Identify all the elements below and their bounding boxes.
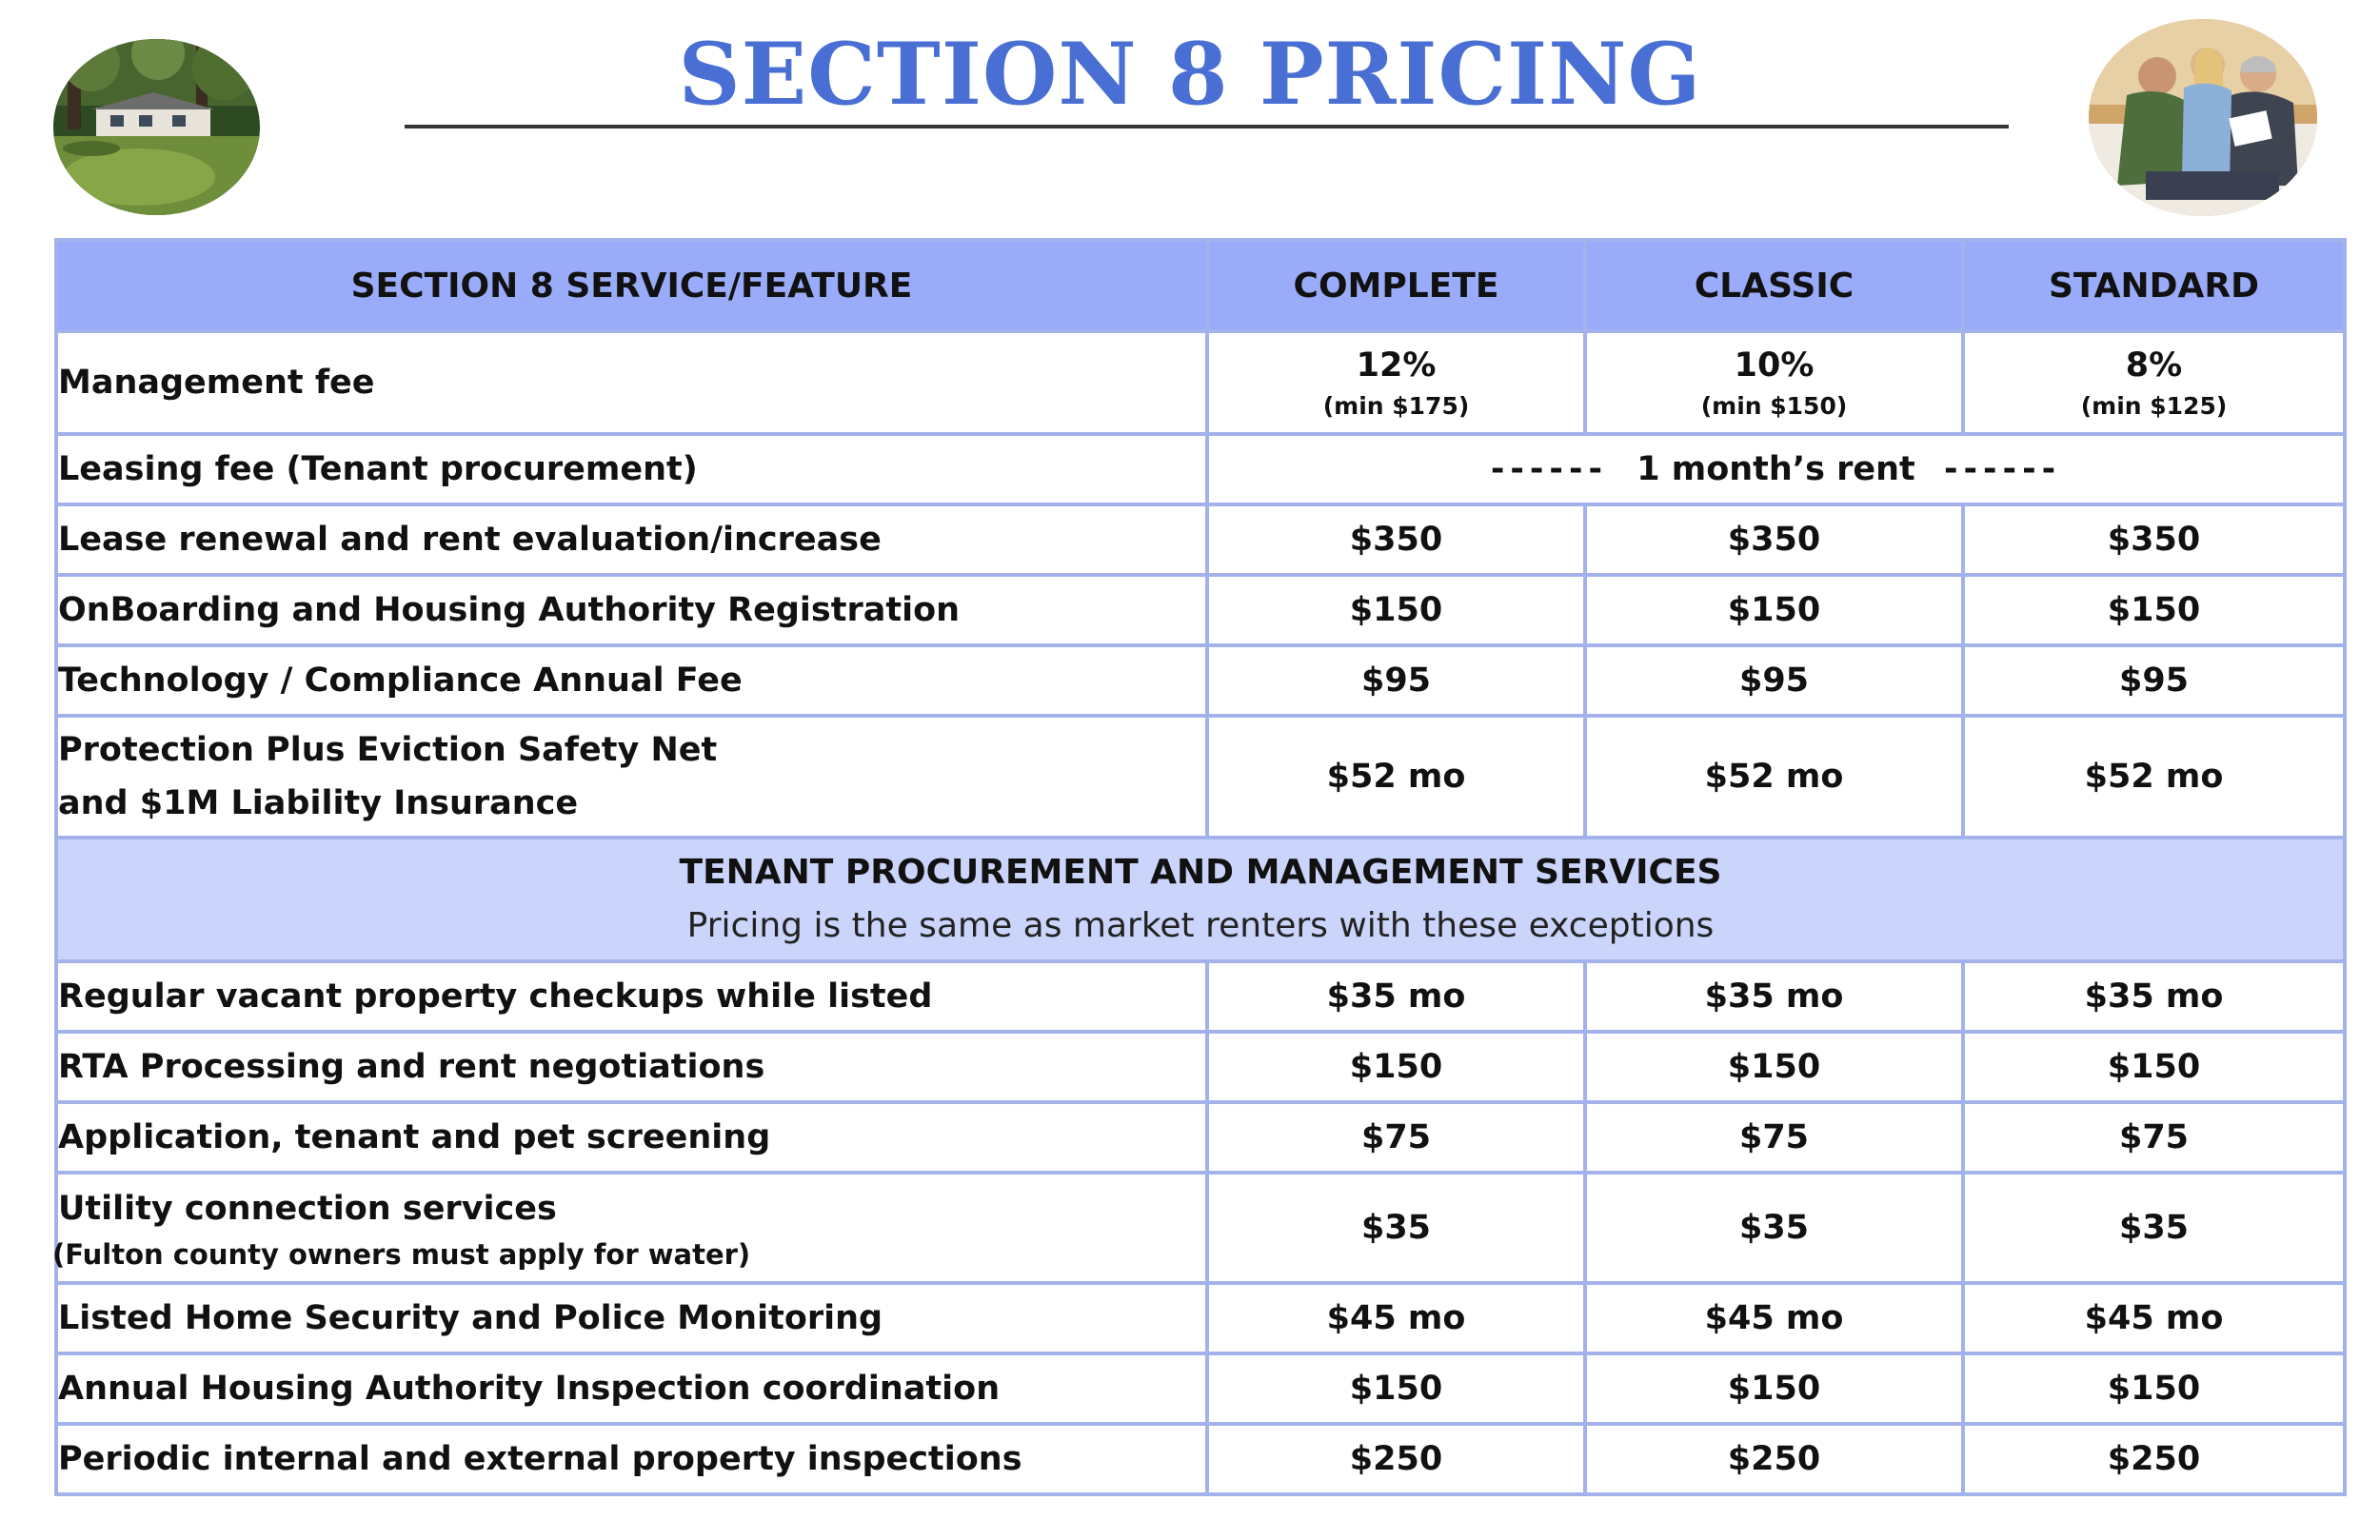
leasing-fee-value: 1 month’s rent [1636, 450, 1915, 488]
complete-cell [1207, 331, 1585, 434]
complete-cell: $95 [1207, 645, 1585, 716]
row-label: Listed Home Security and Police Monitoring [56, 1283, 1207, 1353]
classic-cell: $350 [1585, 504, 1963, 575]
table-row [56, 504, 2345, 575]
standard-cell: $45 mo [1963, 1283, 2345, 1353]
row-label: Annual Housing Authority Inspection coordination [56, 1353, 1207, 1424]
complete-cell: $52 mo [1207, 716, 1585, 838]
section-subtitle: Pricing is the same as market renters with these exceptions [686, 906, 1715, 945]
standard-cell: $75 [1963, 1102, 2345, 1173]
fee-minimum: (min $175) [1322, 392, 1470, 420]
table-row [56, 575, 2345, 645]
complete-cell: $45 mo [1207, 1283, 1585, 1353]
row-label: Management fee [56, 331, 1207, 434]
table-row [56, 1353, 2345, 1424]
classic-cell: $75 [1585, 1102, 1963, 1173]
standard-cell: $150 [1963, 575, 2345, 645]
dashes-right: ------ [1943, 450, 2062, 488]
page-title: SECTION 8 PRICING [678, 24, 1702, 125]
row-label-line2: and $1M Liability Insurance [58, 784, 579, 822]
pricing-table [54, 238, 2347, 1496]
row-label: Periodic internal and external property inspections [56, 1424, 1207, 1494]
standard-cell: $35 mo [1963, 961, 2345, 1032]
fee-percent: 12% [1356, 346, 1437, 385]
complete-cell: $250 [1207, 1424, 1585, 1494]
fee-minimum: (min $150) [1700, 392, 1848, 420]
complete-cell: $150 [1207, 1032, 1585, 1102]
leasing-fee-value-cell [1207, 434, 2345, 504]
table-row [56, 1032, 2345, 1102]
header-complete: COMPLETE [1207, 240, 1585, 331]
row-label: Lease renewal and rent evaluation/increase [56, 504, 1207, 575]
section-header-row [56, 838, 2345, 961]
classic-cell: $150 [1585, 1032, 1963, 1102]
header-feature: SECTION 8 SERVICE/FEATURE [56, 240, 1207, 331]
table-row [56, 961, 2345, 1032]
table-row [56, 1424, 2345, 1494]
section-title: TENANT PROCUREMENT AND MANAGEMENT SERVICES [679, 853, 1722, 892]
section-header [56, 838, 2345, 961]
row-label-line1: Protection Plus Eviction Safety Net [58, 731, 718, 769]
complete-cell: $35 mo [1207, 961, 1585, 1032]
standard-cell: $35 [1963, 1173, 2345, 1283]
leasing-fee-row [56, 434, 2345, 504]
fee-percent: 10% [1734, 346, 1815, 385]
standard-cell [1963, 331, 2345, 434]
row-label [52, 1173, 1207, 1283]
classic-cell: $95 [1585, 645, 1963, 716]
standard-cell: $250 [1963, 1424, 2345, 1494]
complete-cell: $75 [1207, 1102, 1585, 1173]
protection-row [56, 716, 2345, 838]
classic-cell: $45 mo [1585, 1283, 1963, 1353]
header-row [56, 240, 2345, 331]
complete-cell: $35 [1207, 1173, 1585, 1283]
complete-cell: $150 [1207, 1353, 1585, 1424]
row-label [56, 716, 1207, 838]
title-underline [405, 125, 2009, 128]
complete-cell: $350 [1207, 504, 1585, 575]
classic-cell: $150 [1585, 575, 1963, 645]
house-photo [53, 39, 260, 215]
standard-cell: $350 [1963, 504, 2345, 575]
classic-cell: $52 mo [1585, 716, 1963, 838]
dashes-left: ------ [1490, 450, 1609, 488]
management-fee-row [56, 331, 2345, 434]
classic-cell: $35 [1585, 1173, 1963, 1283]
row-label: Technology / Compliance Annual Fee [56, 645, 1207, 716]
row-label: OnBoarding and Housing Authority Registration [56, 575, 1207, 645]
fee-minimum: (min $125) [2080, 392, 2228, 420]
row-label-main: Utility connection services [58, 1190, 557, 1228]
standard-cell: $150 [1963, 1353, 2345, 1424]
standard-cell: $95 [1963, 645, 2345, 716]
row-label: RTA Processing and rent negotiations [56, 1032, 1207, 1102]
row-label: Application, tenant and pet screening [56, 1102, 1207, 1173]
utility-row [56, 1173, 2345, 1283]
classic-cell: $250 [1585, 1424, 1963, 1494]
header-standard: STANDARD [1963, 240, 2345, 331]
classic-cell: $150 [1585, 1353, 1963, 1424]
complete-cell: $150 [1207, 575, 1585, 645]
classic-cell: $35 mo [1585, 961, 1963, 1032]
people-photo [2089, 19, 2317, 216]
row-label: Leasing fee (Tenant procurement) [56, 434, 1207, 504]
table-row [56, 1102, 2345, 1173]
table-row [56, 645, 2345, 716]
header-classic: CLASSIC [1585, 240, 1963, 331]
fee-percent: 8% [2125, 346, 2183, 385]
standard-cell: $52 mo [1963, 716, 2345, 838]
standard-cell: $150 [1963, 1032, 2345, 1102]
row-label-note: (Fulton county owners must apply for water) [52, 1238, 751, 1271]
row-label: Regular vacant property checkups while listed [56, 961, 1207, 1032]
table-row [56, 1283, 2345, 1353]
classic-cell [1585, 331, 1963, 434]
